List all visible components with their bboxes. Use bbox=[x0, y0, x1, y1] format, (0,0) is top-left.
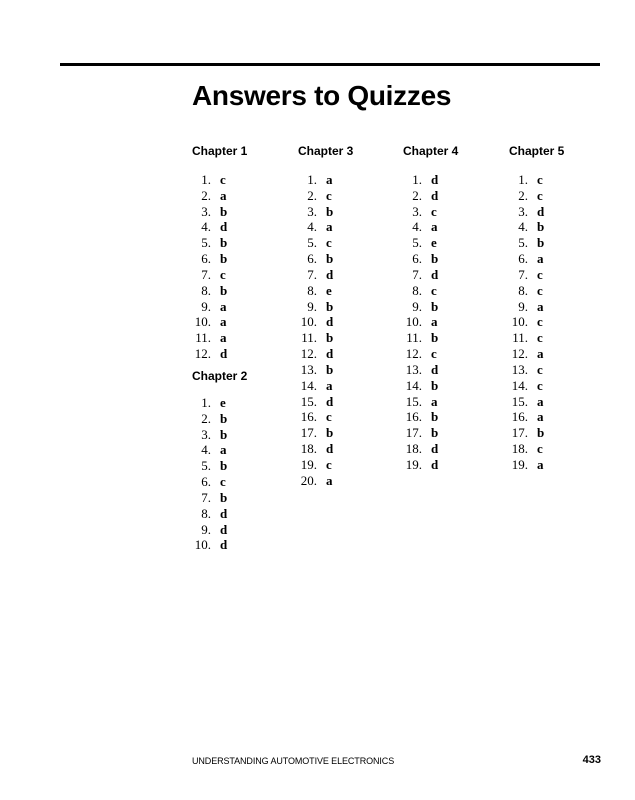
answer-list bbox=[509, 172, 609, 473]
answer-row bbox=[192, 490, 292, 506]
answer-row bbox=[192, 204, 292, 220]
answer-letter: d bbox=[220, 346, 228, 362]
answer-row bbox=[192, 299, 292, 315]
answer-letter: b bbox=[431, 377, 439, 393]
question-number: 9. bbox=[518, 298, 528, 314]
question-number: 13. bbox=[405, 361, 422, 377]
question-number: 6. bbox=[307, 251, 317, 267]
question-number: 12. bbox=[405, 346, 422, 362]
answer-row bbox=[192, 506, 292, 522]
answer-letter: c bbox=[431, 203, 437, 219]
answer-row bbox=[403, 188, 503, 204]
answer-row bbox=[192, 395, 292, 411]
page-title: Answers to Quizzes bbox=[192, 80, 452, 111]
answer-row bbox=[509, 188, 609, 204]
answer-row bbox=[509, 441, 609, 457]
answer-letter: b bbox=[431, 330, 439, 346]
answer-letter: b bbox=[220, 458, 228, 474]
question-number: 6. bbox=[201, 251, 211, 267]
question-number: 4. bbox=[201, 442, 211, 458]
answer-letter: c bbox=[220, 266, 226, 282]
answer-letter: b bbox=[326, 251, 334, 267]
answer-row bbox=[298, 346, 398, 362]
answer-row bbox=[298, 204, 398, 220]
answer-row bbox=[509, 283, 609, 299]
answer-row bbox=[192, 427, 292, 443]
answer-letter: e bbox=[326, 282, 332, 298]
answer-row bbox=[192, 537, 292, 553]
question-number: 19. bbox=[300, 456, 317, 472]
answer-letter: b bbox=[326, 425, 334, 441]
answer-row bbox=[192, 522, 292, 538]
answer-letter: d bbox=[326, 393, 334, 409]
answer-letter: d bbox=[220, 521, 228, 537]
question-number: 8. bbox=[201, 505, 211, 521]
answer-letter: a bbox=[537, 393, 544, 409]
question-number: 7. bbox=[518, 266, 528, 282]
answer-row bbox=[192, 314, 292, 330]
answer-row bbox=[509, 235, 609, 251]
answer-column bbox=[509, 143, 609, 473]
question-number: 14. bbox=[511, 377, 528, 393]
question-number: 11. bbox=[512, 330, 528, 346]
question-number: 5. bbox=[518, 235, 528, 251]
answer-letter: b bbox=[431, 409, 439, 425]
answer-row bbox=[403, 251, 503, 267]
answer-row bbox=[403, 441, 503, 457]
answer-letter: a bbox=[537, 456, 544, 472]
answer-row bbox=[509, 299, 609, 315]
answer-row bbox=[509, 219, 609, 235]
question-number: 11. bbox=[406, 330, 422, 346]
answer-letter: a bbox=[220, 187, 227, 203]
chapter-heading: Chapter 4 bbox=[403, 144, 459, 158]
question-number: 2. bbox=[201, 187, 211, 203]
answer-letter: d bbox=[431, 456, 439, 472]
answer-row bbox=[403, 457, 503, 473]
question-number: 17. bbox=[300, 425, 317, 441]
question-number: 2. bbox=[307, 187, 317, 203]
answer-letter: d bbox=[537, 203, 545, 219]
answer-letter: b bbox=[537, 425, 545, 441]
answer-letter: a bbox=[431, 314, 438, 330]
answer-letter: c bbox=[326, 187, 332, 203]
answer-row bbox=[403, 314, 503, 330]
answer-row bbox=[298, 172, 398, 188]
answer-letter: a bbox=[537, 251, 544, 267]
answer-letter: b bbox=[537, 235, 545, 251]
answer-letter: a bbox=[220, 314, 227, 330]
question-number: 8. bbox=[412, 282, 422, 298]
question-number: 7. bbox=[201, 266, 211, 282]
question-number: 10. bbox=[194, 537, 211, 553]
answer-row bbox=[192, 346, 292, 362]
question-number: 3. bbox=[307, 203, 317, 219]
question-number: 19. bbox=[405, 456, 422, 472]
answer-letter: c bbox=[537, 377, 543, 393]
question-number: 9. bbox=[412, 298, 422, 314]
question-number: 7. bbox=[412, 266, 422, 282]
answer-list bbox=[298, 172, 398, 489]
answer-row bbox=[298, 251, 398, 267]
answer-letter: b bbox=[326, 298, 334, 314]
answer-row bbox=[192, 283, 292, 299]
chapter-heading: Chapter 2 bbox=[192, 368, 248, 383]
answer-row bbox=[298, 409, 398, 425]
answer-letter: b bbox=[220, 410, 228, 426]
answer-row bbox=[298, 188, 398, 204]
question-number: 5. bbox=[412, 235, 422, 251]
question-number: 13. bbox=[511, 361, 528, 377]
answer-row bbox=[509, 394, 609, 410]
answer-letter: a bbox=[326, 219, 333, 235]
question-number: 9. bbox=[201, 521, 211, 537]
chapter-heading: Chapter 1 bbox=[192, 144, 248, 158]
answer-row bbox=[192, 267, 292, 283]
answer-letter: d bbox=[431, 172, 439, 187]
answer-row bbox=[298, 394, 398, 410]
answer-row bbox=[403, 394, 503, 410]
question-number: 12. bbox=[194, 346, 211, 362]
answer-letter: a bbox=[537, 346, 544, 362]
answer-row bbox=[403, 219, 503, 235]
answer-letter: b bbox=[220, 489, 228, 505]
answer-row bbox=[298, 362, 398, 378]
question-number: 12. bbox=[300, 346, 317, 362]
answer-letter: d bbox=[326, 346, 334, 362]
answer-letter: a bbox=[220, 330, 227, 346]
answer-row bbox=[403, 330, 503, 346]
answer-letter: b bbox=[220, 426, 228, 442]
answer-row bbox=[403, 346, 503, 362]
answer-letter: a bbox=[220, 298, 227, 314]
answer-row bbox=[403, 267, 503, 283]
question-number: 12. bbox=[511, 346, 528, 362]
answer-letter: b bbox=[326, 330, 334, 346]
question-number: 1. bbox=[307, 172, 317, 187]
answer-row bbox=[509, 457, 609, 473]
answer-letter: b bbox=[220, 282, 228, 298]
answer-row bbox=[192, 219, 292, 235]
question-number: 3. bbox=[412, 203, 422, 219]
answer-letter: a bbox=[326, 377, 333, 393]
answer-row bbox=[509, 204, 609, 220]
answer-letter: c bbox=[326, 409, 332, 425]
question-number: 9. bbox=[307, 298, 317, 314]
question-number: 15. bbox=[511, 393, 528, 409]
answer-letter: d bbox=[326, 314, 334, 330]
answer-letter: d bbox=[431, 361, 439, 377]
answer-row bbox=[298, 235, 398, 251]
answer-row bbox=[509, 425, 609, 441]
footer-book-title: UNDERSTANDING AUTOMOTIVE ELECTRONICS bbox=[192, 756, 395, 766]
answer-letter: c bbox=[431, 346, 437, 362]
answer-letter: a bbox=[220, 442, 227, 458]
answer-letter: a bbox=[537, 298, 544, 314]
question-number: 15. bbox=[300, 393, 317, 409]
answer-letter: a bbox=[431, 393, 438, 409]
question-number: 17. bbox=[511, 425, 528, 441]
answer-letter: c bbox=[431, 282, 437, 298]
question-number: 8. bbox=[518, 282, 528, 298]
answer-letter: c bbox=[537, 314, 543, 330]
question-number: 4. bbox=[201, 219, 211, 235]
answer-letter: c bbox=[537, 361, 543, 377]
answer-letter: b bbox=[431, 251, 439, 267]
answer-letter: d bbox=[431, 187, 439, 203]
question-number: 7. bbox=[201, 489, 211, 505]
answer-row bbox=[403, 378, 503, 394]
question-number: 8. bbox=[201, 282, 211, 298]
answer-row bbox=[192, 172, 292, 188]
answer-row bbox=[298, 473, 398, 489]
answer-row bbox=[509, 251, 609, 267]
question-number: 11. bbox=[195, 330, 211, 346]
answer-row bbox=[403, 362, 503, 378]
answer-letter: d bbox=[220, 537, 228, 553]
chapter-heading: Chapter 5 bbox=[509, 144, 565, 158]
question-number: 2. bbox=[518, 187, 528, 203]
answer-letter: c bbox=[537, 266, 543, 282]
answer-row bbox=[509, 172, 609, 188]
answer-row bbox=[509, 409, 609, 425]
answer-letter: d bbox=[431, 441, 439, 457]
question-number: 5. bbox=[307, 235, 317, 251]
answer-row bbox=[298, 441, 398, 457]
question-number: 1. bbox=[518, 172, 528, 187]
top-rule bbox=[60, 63, 600, 66]
answer-row bbox=[403, 283, 503, 299]
answer-letter: d bbox=[431, 266, 439, 282]
answer-row bbox=[298, 425, 398, 441]
answer-row bbox=[192, 330, 292, 346]
question-number: 2. bbox=[412, 187, 422, 203]
answer-row bbox=[298, 219, 398, 235]
answer-letter: c bbox=[537, 282, 543, 298]
question-number: 2. bbox=[201, 410, 211, 426]
answer-letter: b bbox=[326, 203, 334, 219]
answer-row bbox=[298, 457, 398, 473]
question-number: 8. bbox=[307, 282, 317, 298]
question-number: 18. bbox=[300, 441, 317, 457]
footer-page-number: 433 bbox=[582, 754, 601, 766]
question-number: 14. bbox=[405, 377, 422, 393]
question-number: 6. bbox=[412, 251, 422, 267]
answer-letter: e bbox=[431, 235, 437, 251]
answer-letter: a bbox=[326, 172, 333, 187]
answer-row bbox=[403, 235, 503, 251]
answer-row bbox=[298, 267, 398, 283]
question-number: 16. bbox=[405, 409, 422, 425]
answer-letter: b bbox=[537, 219, 545, 235]
answer-letter: c bbox=[220, 172, 226, 187]
answer-letter: d bbox=[326, 441, 334, 457]
question-number: 4. bbox=[307, 219, 317, 235]
question-number: 10. bbox=[194, 314, 211, 330]
answer-letter: d bbox=[220, 505, 228, 521]
answer-column bbox=[298, 143, 398, 489]
question-number: 13. bbox=[300, 361, 317, 377]
question-number: 10. bbox=[300, 314, 317, 330]
answer-list bbox=[192, 395, 292, 553]
answer-letter: e bbox=[220, 394, 226, 410]
answer-row bbox=[403, 409, 503, 425]
answer-row bbox=[298, 378, 398, 394]
question-number: 15. bbox=[405, 393, 422, 409]
question-number: 19. bbox=[511, 456, 528, 472]
answer-letter: c bbox=[220, 474, 226, 490]
answer-row bbox=[403, 425, 503, 441]
answer-column bbox=[192, 143, 292, 553]
answer-letter: c bbox=[537, 330, 543, 346]
answer-row bbox=[192, 251, 292, 267]
question-number: 1. bbox=[412, 172, 422, 187]
answer-letter: b bbox=[326, 361, 334, 377]
answer-letter: b bbox=[220, 203, 228, 219]
question-number: 11. bbox=[301, 330, 317, 346]
question-number: 16. bbox=[511, 409, 528, 425]
question-number: 5. bbox=[201, 235, 211, 251]
question-number: 3. bbox=[518, 203, 528, 219]
answer-row bbox=[192, 235, 292, 251]
question-number: 6. bbox=[518, 251, 528, 267]
answer-list bbox=[192, 172, 292, 362]
answer-row bbox=[509, 362, 609, 378]
question-number: 14. bbox=[300, 377, 317, 393]
answer-list bbox=[403, 172, 503, 473]
answer-letter: b bbox=[220, 235, 228, 251]
answer-row bbox=[509, 330, 609, 346]
answer-row bbox=[192, 411, 292, 427]
answer-row bbox=[509, 314, 609, 330]
answer-letter: a bbox=[431, 219, 438, 235]
answer-row bbox=[192, 458, 292, 474]
answer-letter: c bbox=[326, 235, 332, 251]
answer-row bbox=[403, 204, 503, 220]
answer-row bbox=[192, 442, 292, 458]
question-number: 18. bbox=[511, 441, 528, 457]
question-number: 10. bbox=[405, 314, 422, 330]
question-number: 17. bbox=[405, 425, 422, 441]
answer-letter: c bbox=[537, 441, 543, 457]
answer-letter: d bbox=[220, 219, 228, 235]
question-number: 20. bbox=[300, 472, 317, 488]
answer-row bbox=[509, 346, 609, 362]
answer-row bbox=[509, 267, 609, 283]
question-number: 10. bbox=[511, 314, 528, 330]
answer-row bbox=[403, 299, 503, 315]
answer-letter: d bbox=[326, 266, 334, 282]
answer-letter: a bbox=[326, 472, 333, 488]
question-number: 6. bbox=[201, 474, 211, 490]
answer-letter: b bbox=[431, 298, 439, 314]
question-number: 3. bbox=[201, 426, 211, 442]
answer-letter: a bbox=[537, 409, 544, 425]
question-number: 9. bbox=[201, 298, 211, 314]
answer-row bbox=[192, 188, 292, 204]
question-number: 1. bbox=[201, 394, 211, 410]
answer-letter: c bbox=[326, 456, 332, 472]
answer-column bbox=[403, 143, 503, 473]
answer-letter: b bbox=[431, 425, 439, 441]
question-number: 4. bbox=[518, 219, 528, 235]
question-number: 7. bbox=[307, 266, 317, 282]
question-number: 5. bbox=[201, 458, 211, 474]
answer-letter: c bbox=[537, 187, 543, 203]
answer-row bbox=[298, 330, 398, 346]
answer-row bbox=[298, 283, 398, 299]
answer-row bbox=[298, 314, 398, 330]
question-number: 1. bbox=[201, 172, 211, 187]
question-number: 16. bbox=[300, 409, 317, 425]
question-number: 3. bbox=[201, 203, 211, 219]
answer-row bbox=[192, 474, 292, 490]
answer-row bbox=[298, 299, 398, 315]
chapter-heading: Chapter 3 bbox=[298, 144, 354, 158]
answer-letter: b bbox=[220, 251, 228, 267]
question-number: 18. bbox=[405, 441, 422, 457]
answer-letter: c bbox=[537, 172, 543, 187]
answer-row bbox=[403, 172, 503, 188]
answer-row bbox=[509, 378, 609, 394]
question-number: 4. bbox=[412, 219, 422, 235]
